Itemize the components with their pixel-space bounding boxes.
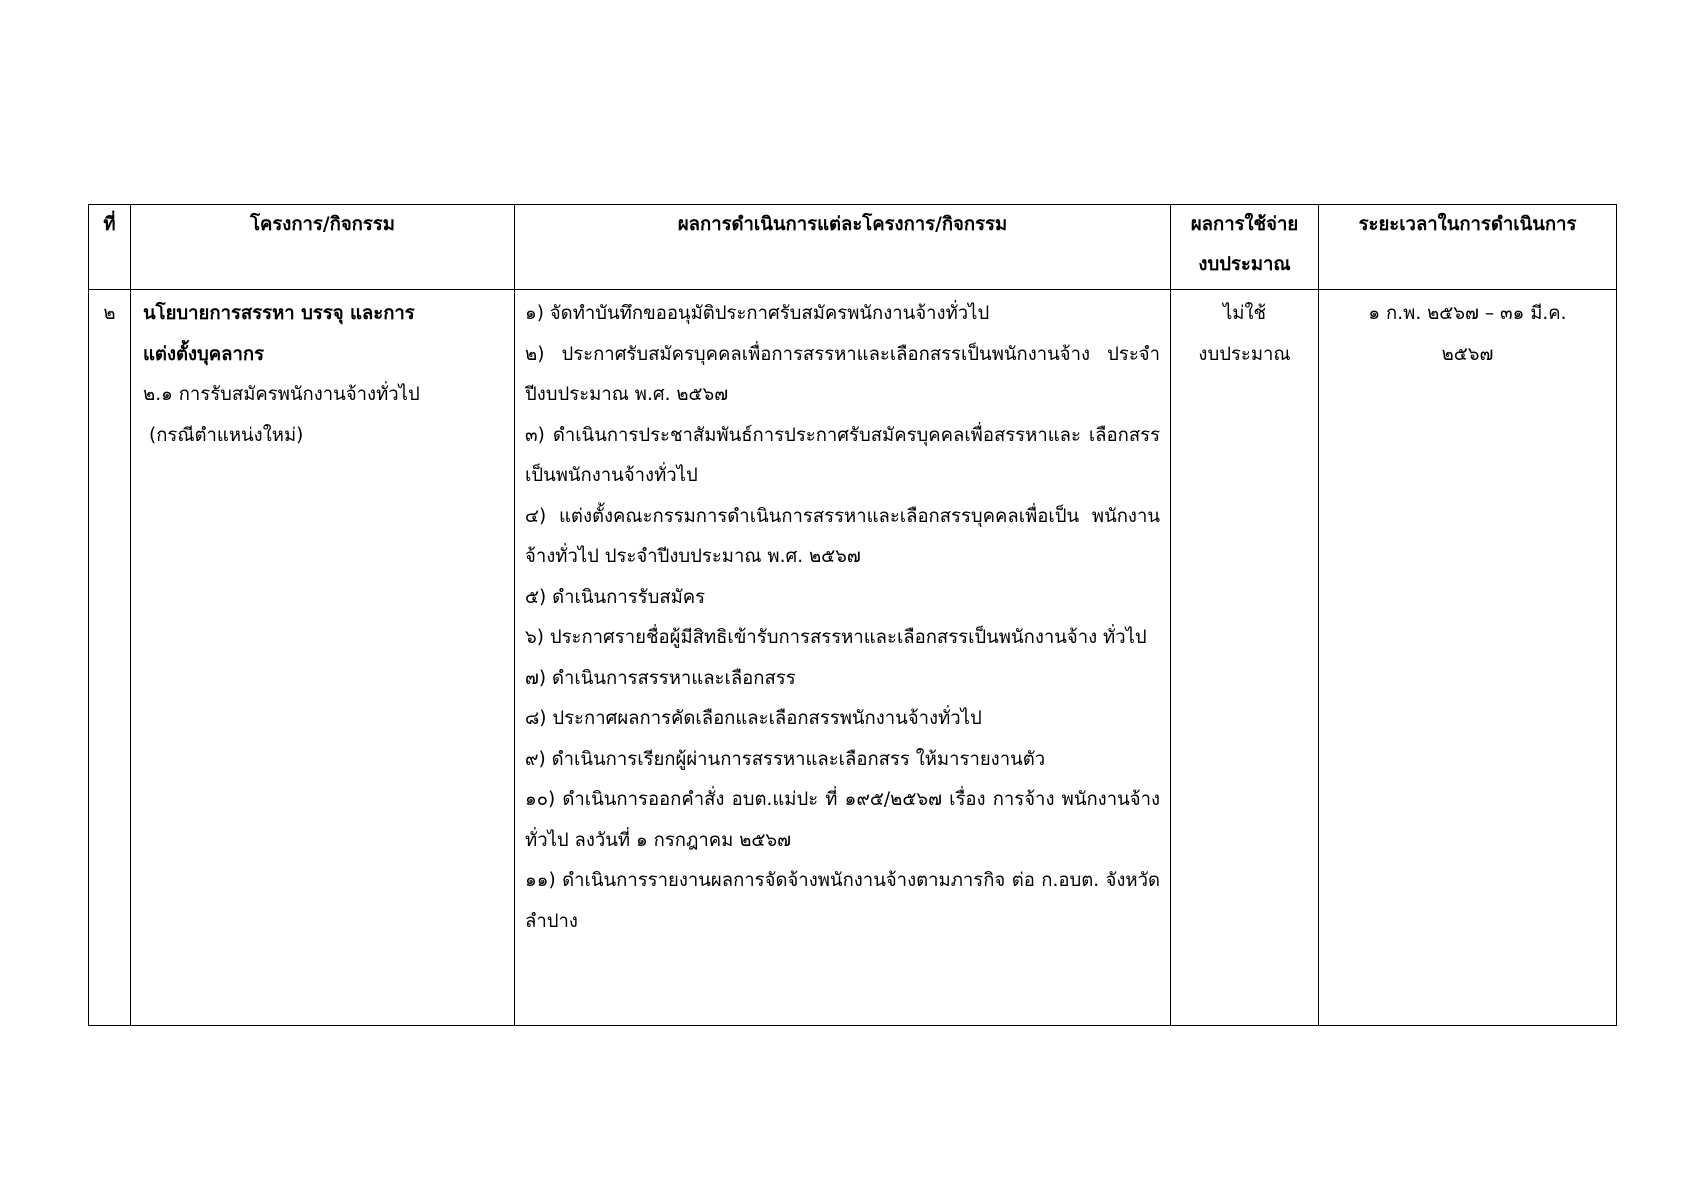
project-cell — [131, 290, 515, 1026]
table-header-row — [89, 205, 1617, 290]
result-item-9: ๙) ดำเนินการเรียกผู้ผ่านการสรรหาและเลือกสรร ให้มารายงานตัว — [525, 748, 1046, 770]
report-table — [88, 204, 1617, 1026]
result-item-8: ๘) ประกาศผลการคัดเลือกและเลือกสรรพนักงานจ้างทั่วไป — [525, 708, 982, 729]
result-item-6: ๖) ประกาศรายชื่อผู้มีสิทธิเข้ารับการสรรหาและเลือกสรรเป็นพนักงานจ้าง ทั่วไป — [525, 627, 1147, 648]
budget-line2: งบประมาณ — [1198, 343, 1291, 365]
header-budget-line1: ผลการใช้จ่าย — [1190, 214, 1299, 235]
result-item-11: ๑๑) ดำเนินการรายงานผลการจัดจ้างพนักงานจ้างตามภารกิจ ต่อ ก.อบต. จังหวัดลำปาง — [525, 870, 1160, 932]
period-line1: ๑ ก.พ. ๒๕๖๗ – ๓๑ มี.ค. — [1368, 303, 1567, 324]
period-line2: ๒๕๖๗ — [1441, 343, 1494, 365]
results-cell — [515, 290, 1171, 1026]
header-period: ระยะเวลาในการดำเนินการ — [1319, 205, 1617, 290]
row-number: ๒ — [89, 290, 131, 1026]
result-item-5: ๕) ดำเนินการรับสมัคร — [525, 586, 706, 608]
project-title-line1: นโยบายการสรรหา บรรจุ และการ — [143, 303, 415, 324]
period-cell — [1319, 290, 1617, 1026]
sub-project-note: (กรณีตำแหน่งใหม่) — [149, 424, 304, 446]
header-budget-line2: งบประมาณ — [1198, 254, 1291, 275]
project-title-line2: แต่งตั้งบุคลากร — [143, 343, 264, 365]
result-item-1: ๑) จัดทำบันทึกขออนุมัติประกาศรับสมัครพนักงานจ้างทั่วไป — [525, 303, 990, 324]
header-budget — [1171, 205, 1319, 290]
header-no: ที่ — [89, 205, 131, 290]
budget-cell — [1171, 290, 1319, 1026]
result-item-10: ๑๐) ดำเนินการออกคำสั่ง อบต.แม่ปะ ที่ ๑๙๕/๒๕๖๗ เรื่อง การจ้าง พนักงานจ้างทั่วไป ลงวันที่ ๑ กรกฎาคม ๒๕๖๗ — [525, 789, 1160, 851]
result-item-3: ๓) ดำเนินการประชาสัมพันธ์การประกาศรับสมัครบุคคลเพื่อสรรหาและ เลือกสรรเป็นพนักงานจ้างทั่วไป — [525, 424, 1160, 486]
table-row — [89, 290, 1617, 1026]
result-item-4: ๔) แต่งตั้งคณะกรรมการดำเนินการสรรหาและเลือกสรรบุคคลเพื่อเป็น พนักงานจ้างทั่วไป ประจำปีงบประมาณ พ.ศ. ๒๕๖๗ — [525, 505, 1160, 567]
sub-project: ๒.๑ การรับสมัครพนักงานจ้างทั่วไป — [143, 384, 420, 405]
result-item-7: ๗) ดำเนินการสรรหาและเลือกสรร — [525, 667, 796, 689]
header-results: ผลการดำเนินการแต่ละโครงการ/กิจกรรม — [515, 205, 1171, 290]
header-project: โครงการ/กิจกรรม — [131, 205, 515, 290]
budget-line1: ไม่ใช้ — [1222, 303, 1267, 324]
result-item-2: ๒) ประกาศรับสมัครบุคคลเพื่อการสรรหาและเลือกสรรเป็นพนักงานจ้าง ประจำปีงบประมาณ พ.ศ. ๒๕๖๗ — [525, 343, 1160, 405]
